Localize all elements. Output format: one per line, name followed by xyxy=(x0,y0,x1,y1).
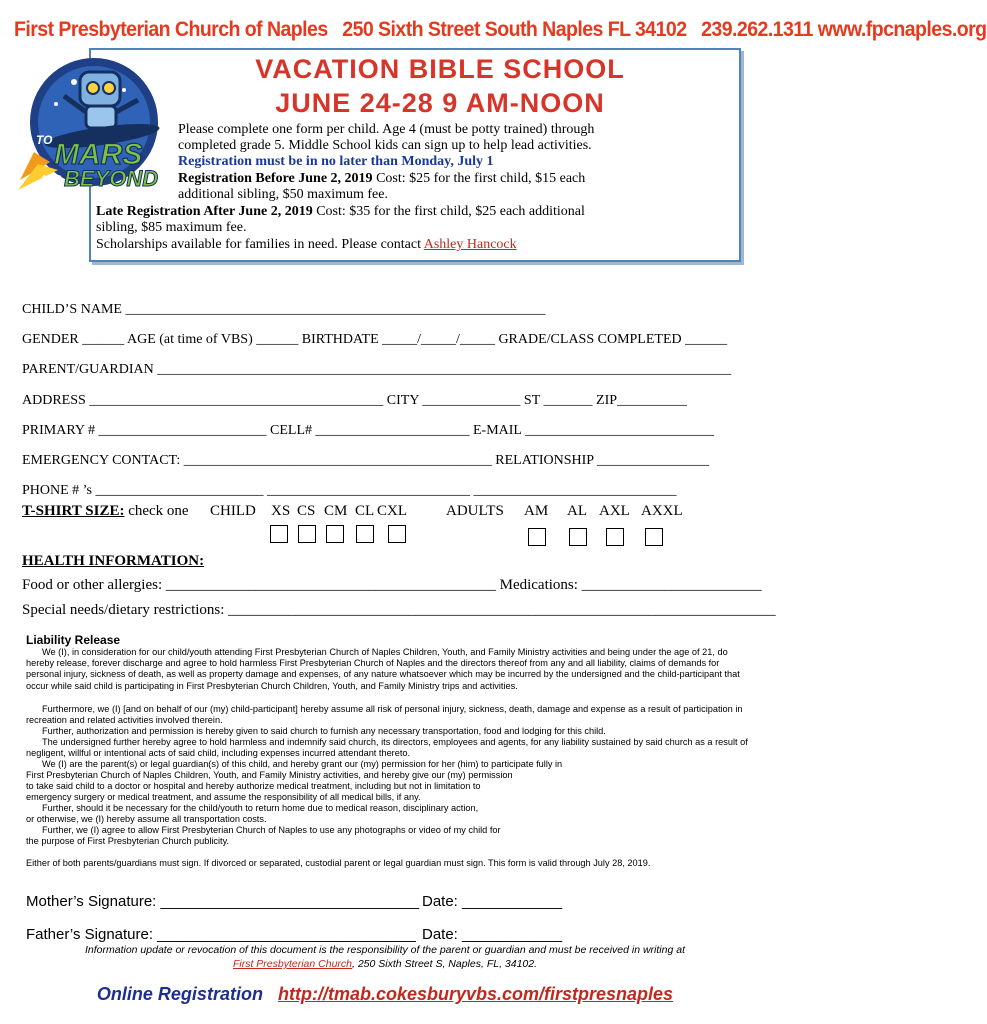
late-registration xyxy=(96,204,585,221)
checkbox-cm[interactable] xyxy=(326,525,344,543)
special-needs-field[interactable]: Special needs/dietary restrictions: _________________________________________________________________________ xyxy=(22,602,776,618)
event-title: VACATION BIBLE SCHOOL xyxy=(255,54,625,84)
address-field[interactable]: ADDRESS __________________________________________ CITY ______________ ST _______ ZIP__________ xyxy=(22,393,688,408)
checkbox-axxl[interactable] xyxy=(645,528,663,546)
intro-line-1: Please complete one form per child. Age 4 (must be potty trained) through xyxy=(178,122,595,137)
liability-paragraph-1: We (I), in consideration for our child/youth attending First Presbyterian Church of Naples Children, Youth, and Family Ministry activities and being under the age of 21, do hereby release, forever discharge and agree to hold harmless First Presbyterian Church of Naples and the directors thereof from any and all liability, claims of demands for personal injury, sickness of death, as well as property damage and expenses, of any nature whatsoever which may be incurred by the undersigned and the child-participant that occur while said child is participating in First Presbyterian Church Children, Youth, and Family Ministry trips and activities. xyxy=(26,647,740,691)
checkbox-cxl[interactable] xyxy=(388,525,406,543)
phone-cell-email-field[interactable]: PRIMARY # ________________________ CELL# ______________________ E-MAIL ___________________________ xyxy=(22,423,714,438)
tshirt-size-label xyxy=(22,503,189,520)
early-registration xyxy=(178,171,585,188)
tshirt-child-label: CHILD xyxy=(210,503,256,519)
late-registration-cost-2: sibling, $85 maximum fee. xyxy=(96,220,247,235)
registration-deadline: Registration must be in no later than Monday, July 1 xyxy=(178,154,494,169)
scholarship-note xyxy=(96,237,517,254)
checkbox-al[interactable] xyxy=(569,528,587,546)
liability-paragraph-2: Furthermore, we (I) [and on behalf of our (my) child-participant] hereby assume all risk of personal injury, sickness, death, damage and expense as a result of participation in recreation and related activities involved therein. xyxy=(26,704,743,726)
logo-text-beyond: BEYOND xyxy=(64,166,159,191)
liability-paragraph-7b: the purpose of First Presbyterian Church publicity. xyxy=(26,836,230,846)
liability-paragraph-4: The undersigned further hereby agree to hold harmless and indemnify said church, its directors, employees and agents, for any liability sustained by said church as a result of negligent, willful or intentional acts of said child, including expenses incurred attendant thereto. xyxy=(26,737,748,759)
checkbox-cs[interactable] xyxy=(298,525,316,543)
online-registration xyxy=(0,984,770,1005)
allergies-medications-field[interactable]: Food or other allergies: ____________________________________________ Medications: ________________________ xyxy=(22,577,762,593)
mother-signature-field[interactable]: Mother’s Signature: _______________________________ xyxy=(26,893,420,910)
tshirt-adults-label: ADULTS xyxy=(446,503,504,519)
early-registration-label: Registration Before June 2, 2019 xyxy=(178,171,373,186)
size-cm-label: CM xyxy=(324,503,348,519)
father-signature-field[interactable]: Father’s Signature: _______________________________ xyxy=(26,926,416,943)
early-registration-cost-2: additional sibling, $50 maximum fee. xyxy=(178,187,388,202)
size-axl-label: AXL xyxy=(599,503,630,519)
phone-numbers-field[interactable]: PHONE # ’s ________________________ _____________________________ _____________________________ xyxy=(22,483,677,498)
event-dates: JUNE 24-28 9 AM-NOON xyxy=(275,88,605,118)
size-am-label: AM xyxy=(524,503,549,519)
size-cs-label: CS xyxy=(297,503,316,519)
contact-link[interactable]: Ashley Hancock xyxy=(423,237,517,252)
late-registration-cost: Cost: $35 for the first child, $25 each additional xyxy=(312,204,585,219)
mother-date-field[interactable]: Date: ____________ xyxy=(422,893,563,910)
online-registration-label: Online Registration xyxy=(96,984,263,1004)
gender-age-birthdate-grade-field[interactable]: GENDER ______ AGE (at time of VBS) ______ BIRTHDATE _____/_____/_____ GRADE/CLASS COMPLETED ______ xyxy=(22,332,728,347)
size-xs-label: XS xyxy=(271,503,291,519)
size-al-label: AL xyxy=(567,503,587,519)
signature-note: Either of both parents/guardians must sign. If divorced or separated, custodial parent or legal guardian must sign. This form is valid through July 28, 2019. xyxy=(26,858,651,868)
checkbox-am[interactable] xyxy=(528,528,546,546)
emergency-contact-field[interactable]: EMERGENCY CONTACT: ____________________________________________ RELATIONSHIP ________________ xyxy=(22,453,710,468)
size-cl-label: CL xyxy=(355,503,375,519)
logo-text-and: AND xyxy=(40,174,62,185)
tshirt-instructions: check one xyxy=(124,503,189,519)
liability-paragraph-3: Further, authorization and permission is hereby given to said church to furnish any necessary transportation, food and lodging for this child. xyxy=(42,726,606,736)
liability-paragraph-5a: We (I) are the parent(s) or legal guardian(s) of this child, and hereby grant our (my) permission for her (him) to participate fully in xyxy=(42,759,563,769)
footer-info-line-2 xyxy=(0,958,770,970)
church-website: www.fpcnaples.org xyxy=(817,18,987,41)
size-axxl-label: AXXL xyxy=(641,503,683,519)
child-name-field[interactable]: CHILD’S NAME ____________________________________________________________ xyxy=(22,302,546,317)
logo-text-to: TO xyxy=(36,133,53,147)
logo-text-mars: MARS xyxy=(54,138,143,171)
liability-paragraph-5b: First Presbyterian Church of Naples Children, Youth, and Family Ministry activities, and hereby give our (my) permission xyxy=(26,770,513,780)
church-address: 250 Sixth Street South Naples FL 34102 xyxy=(342,18,687,41)
late-registration-label: Late Registration After June 2, 2019 xyxy=(96,204,313,219)
footer-info-line-1: Information update or revocation of this document is the responsibility of the parent or guardian and must be received in writing at xyxy=(84,944,685,956)
footer-address: , 250 Sixth Street S, Naples, FL, 34102. xyxy=(352,958,538,970)
liability-paragraph-7a: Further, we (I) agree to allow First Presbyterian Church of Naples to use any photographs or video of my child for xyxy=(42,825,501,835)
church-phone: 239.262.1311 xyxy=(701,18,813,41)
father-date-field[interactable]: Date: ____________ xyxy=(422,926,563,943)
church-name: First Presbyterian Church of Naples xyxy=(14,18,328,41)
liability-paragraph-5d: emergency surgery or medical treatment, and assume the responsibility of all medical bills, if any. xyxy=(26,792,421,802)
church-header xyxy=(14,18,987,48)
mars-and-beyond-logo xyxy=(14,52,174,197)
liability-paragraph-6b: or otherwise, we (I) hereby assume all transportation costs. xyxy=(26,814,267,824)
scholarship-text: Scholarships available for families in need. Please contact xyxy=(96,237,424,252)
parent-guardian-field[interactable]: PARENT/GUARDIAN __________________________________________________________________________________ xyxy=(22,362,732,377)
liability-paragraph-5c: to take said child to a doctor or hospital and hereby authorize medical treatment, including but not in limitation to xyxy=(26,781,481,791)
health-info-title: HEALTH INFORMATION: xyxy=(22,553,205,569)
intro-line-2: completed grade 5. Middle School kids can sign up to help lead activities. xyxy=(178,138,592,153)
online-registration-link[interactable]: http://tmab.cokesburyvbs.com/firstpresnaples xyxy=(277,984,674,1004)
checkbox-xs[interactable] xyxy=(270,525,288,543)
liability-paragraph-6a: Further, should it be necessary for the child/youth to return home due to medical reason, disciplinary action, xyxy=(42,803,479,813)
early-registration-cost: Cost: $25 for the first child, $15 each xyxy=(372,171,586,186)
tshirt-title: T-SHIRT SIZE: xyxy=(22,503,125,519)
footer-church-link[interactable]: First Presbyterian Church xyxy=(232,958,352,970)
checkbox-axl[interactable] xyxy=(606,528,624,546)
liability-title: Liability Release xyxy=(26,633,121,647)
checkbox-cl[interactable] xyxy=(356,525,374,543)
size-cxl-label: CXL xyxy=(377,503,407,519)
